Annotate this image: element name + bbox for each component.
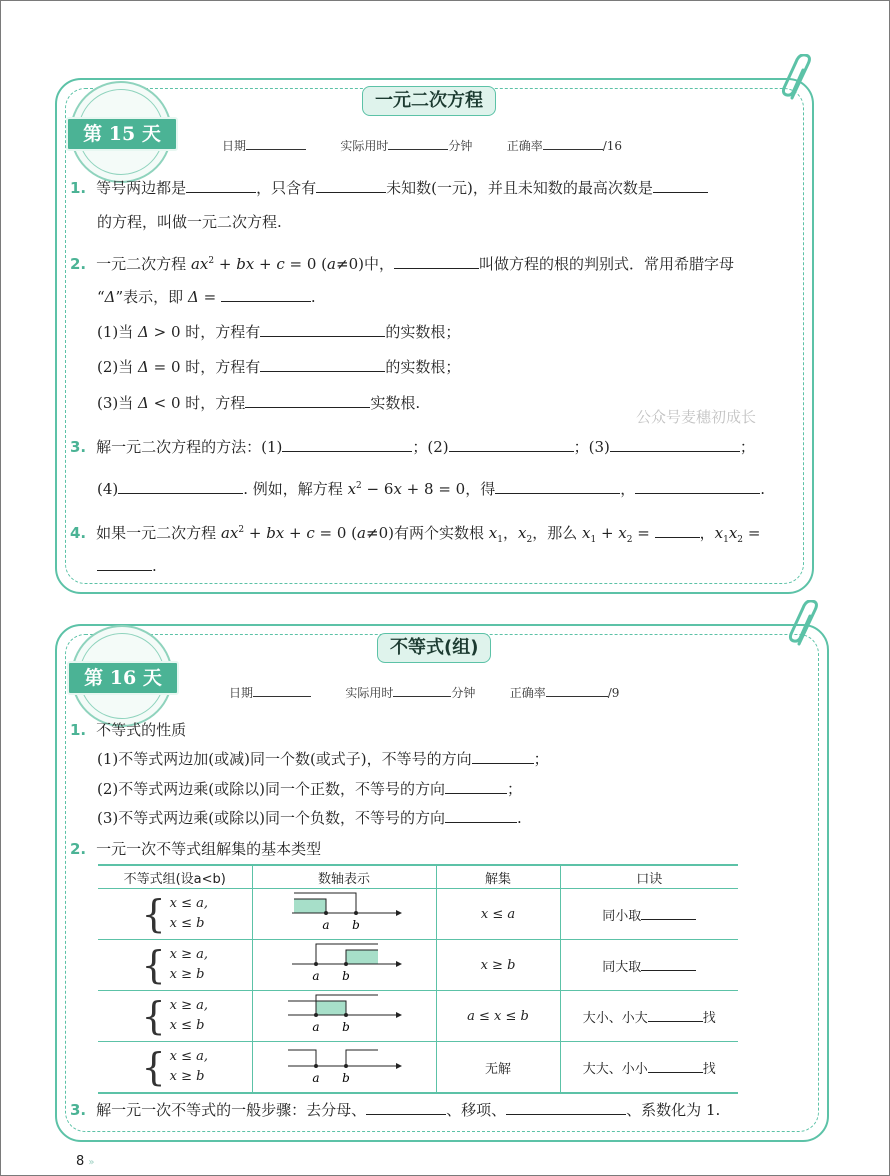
answer-blank[interactable] [472,749,534,764]
question-3: 3. 解一元二次方程的方法：(1) ；(2) ；(3) ； [70,438,755,456]
answer-blank[interactable] [394,254,479,269]
axis-label-b: b [342,1020,350,1034]
inequality-table [98,864,738,1094]
inequality-system: { x ≥ a, x ≤ b [141,994,209,1038]
inequality-system: { x ≥ a, x ≥ b [141,943,209,987]
answer-blank[interactable] [648,1007,703,1022]
table-row [98,940,738,991]
answer-blank[interactable] [610,437,740,452]
header-mnemonic: 口诀 [560,865,738,889]
solution-cell: x ≤ a [436,889,560,940]
question-4-cont: . [97,556,157,576]
page-number: 8 » [76,1154,95,1169]
progress-meta: 日期 实际用时 分钟 正确率 /16 [222,139,623,153]
axis-label-a: a [312,969,320,983]
question-2: 2. 一元二次方程 $ax^2$ + bx + c = 0 (a≠0)中， 叫做方程的根的判别式．常用希腊字母 [70,255,734,273]
answer-blank[interactable] [495,479,620,494]
mnemonic-cell: 同小取 [560,889,738,940]
paperclip-icon [778,54,818,104]
number-line [284,1042,404,1088]
mnemonic-cell: 大大、小小 找 [560,1042,738,1094]
answer-blank[interactable] [445,779,507,794]
header-system: 不等式组(设a<b) [98,865,252,889]
number-line [284,889,404,935]
accuracy-blank[interactable] [546,684,608,697]
date-blank[interactable] [253,684,311,697]
solution-cell: a ≤ x ≤ b [436,991,560,1042]
answer-blank[interactable] [635,479,760,494]
solution-cell: 无解 [436,1042,560,1094]
day-label: 第 16 天 [67,661,179,695]
day-badge [70,81,172,183]
table-row [98,889,738,940]
table-row [98,1042,738,1094]
header-solution: 解集 [436,865,560,889]
answer-blank[interactable] [118,479,243,494]
paperclip-icon [785,600,825,650]
header-number-line: 数轴表示 [252,865,436,889]
date-blank[interactable] [246,137,306,150]
day-label: 第 15 天 [66,117,178,151]
axis-label-a: a [322,918,330,932]
answer-blank[interactable] [260,322,385,337]
question-3: 3. 解一元一次不等式的一般步骤：去分母、 、移项、 、系数化为 1. [70,1101,721,1119]
question-4: 4. 如果一元二次方程 $ax^2$ + bx + c = 0 (a≠0)有两个实数根 $x_1$，$x_2$，那么 $x_1 + x_2$ = ，$x_1x_2$ = [70,524,761,545]
answer-blank[interactable] [245,393,370,408]
answer-blank[interactable] [445,808,517,823]
mnemonic-cell: 同大取 [560,940,738,991]
answer-blank[interactable] [641,905,696,920]
equation: $ax^2$ + bx + c = 0 (a≠0) [190,255,364,273]
time-blank[interactable] [388,137,448,150]
question-2: 2. 一元一次不等式组解集的基本类型 [70,840,322,858]
mnemonic-cell: 大小、小大 找 [560,991,738,1042]
answer-blank[interactable] [366,1100,446,1115]
answer-blank[interactable] [186,178,256,193]
question-1: 1. 等号两边都是 ，只含有 未知数(一元)，并且未知数的最高次数是 [70,178,708,198]
number-line [284,940,404,986]
answer-blank[interactable] [653,178,708,193]
answer-blank[interactable] [641,956,696,971]
arrows-icon: » [88,1157,95,1168]
time-blank[interactable] [393,684,451,697]
solution-cell: x ≥ b [436,940,560,991]
question-1-cont: 的方程，叫做一元二次方程. [97,213,282,231]
property-2: (2)不等式两边乘(或除以)同一个正数，不等号的方向 ； [97,780,522,798]
axis-label-b: b [342,969,350,983]
axis-label-a: a [312,1020,320,1034]
answer-blank[interactable] [97,556,152,571]
day-badge [71,625,173,727]
answer-blank[interactable] [260,357,385,372]
question-3-line2: (4) . 例如，解方程 $x^2 - 6x + 8 = 0$，得 ， . [97,480,766,498]
number-line [284,991,404,1037]
answer-blank[interactable] [282,437,412,452]
property-1: (1)不等式两边加(或减)同一个数(或式子)，不等号的方向 ； [97,750,549,768]
answer-blank[interactable] [648,1058,703,1073]
question-2-case3: (3)当 Δ < 0 时，方程 实数根. [97,394,421,412]
property-3: (3)不等式两边乘(或除以)同一个负数，不等号的方向 . [97,809,522,827]
inequality-system: { x ≤ a, x ≤ b [141,892,209,936]
answer-blank[interactable] [506,1100,626,1115]
question-2-case1: (1)当 Δ > 0 时，方程有 的实数根； [97,323,461,341]
section-title: 不等式(组) [377,633,491,663]
table-row [98,991,738,1042]
answer-blank[interactable] [655,523,700,538]
table-header [98,865,738,889]
accuracy-blank[interactable] [543,137,603,150]
answer-blank[interactable] [449,437,574,452]
progress-meta: 日期 实际用时 分钟 正确率 /9 [229,686,620,700]
question-2-case2: (2)当 Δ = 0 时，方程有 的实数根； [97,358,461,376]
question-1: 1. 不等式的性质 [70,721,187,739]
axis-label-a: a [312,1071,320,1085]
section-title: 一元二次方程 [362,86,496,116]
question-2-line2: “Δ”表示，即 Δ = . [97,288,316,306]
axis-label-b: b [352,918,360,932]
inequality-system: { x ≤ a, x ≥ b [141,1045,209,1089]
watermark: 公众号麦穗初成长 [636,408,757,426]
answer-blank[interactable] [316,178,386,193]
axis-label-b: b [342,1071,350,1085]
answer-blank[interactable] [221,287,311,302]
